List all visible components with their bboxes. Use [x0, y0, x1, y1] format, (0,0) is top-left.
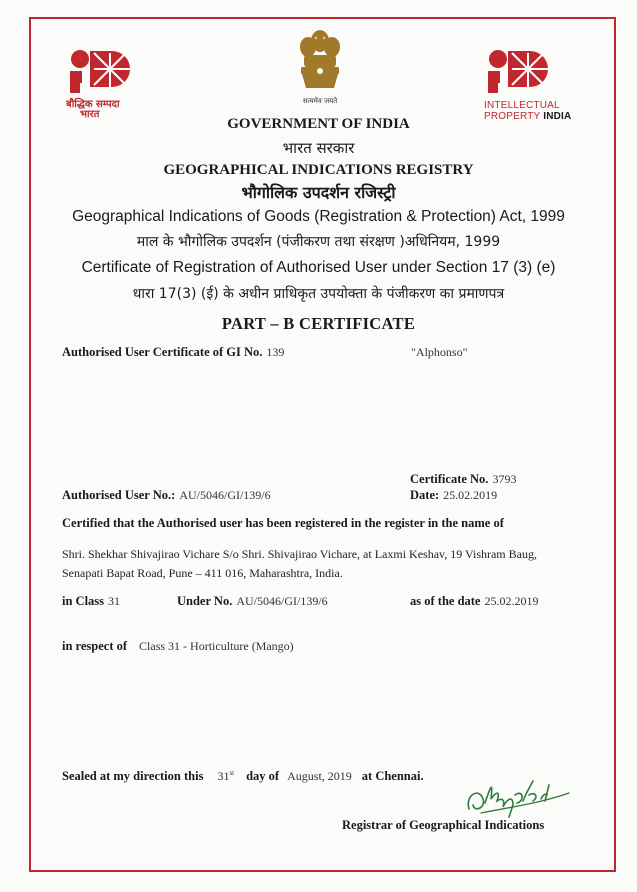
issue-date-value: 25.02.2019 — [443, 488, 498, 502]
registry-title-hi: भौगोलिक उपदर्शन रजिस्ट्री — [241, 183, 396, 202]
gi-number-value: 139 — [266, 345, 285, 359]
certificate-number-label: Certificate No. — [410, 472, 489, 486]
sealed-day — [217, 769, 234, 783]
registry-title-en: GEOGRAPHICAL INDICATIONS REGISTRY — [163, 162, 474, 178]
ipr-emblem-left-icon — [66, 47, 138, 95]
ip-india-hindi-logo — [66, 47, 144, 120]
sealed-label: Sealed at my direction this — [62, 769, 204, 783]
part-b-heading: PART – B CERTIFICATE — [221, 314, 416, 333]
in-respect-of-row — [62, 637, 294, 655]
gi-name-value: "Alphonso" — [411, 345, 468, 359]
as-of-date-label: as of the date — [410, 594, 481, 608]
authorised-user-number-row — [62, 486, 271, 504]
act-title-hi: माल के भौगोलिक उपदर्शन (पंजीकरण तथा संरक्षण )अधिनियम, 1999 — [136, 234, 501, 250]
authorised-user-number-value: AU/5046/GI/139/6 — [179, 488, 271, 502]
authorised-user-number-label: Authorised User No.: — [62, 488, 176, 502]
sealed-day-number: 31 — [217, 769, 230, 783]
lion-capital-icon — [292, 25, 348, 91]
as-of-date-row — [410, 592, 538, 610]
name-address-line-1: Shri. Shekhar Shivajirao Vichare S/o Shri. Shivajirao Vichare, at Laxmi Keshav, 19 Vishram Baug, — [62, 547, 537, 561]
logo-left-caption-2: भारत — [80, 109, 100, 120]
logo-right-caption-1: INTELLECTUAL — [484, 100, 560, 111]
gi-number-label: Authorised User Certificate of GI No. — [62, 345, 263, 359]
under-no-value: AU/5046/GI/139/6 — [236, 594, 328, 608]
sealed-line — [62, 767, 424, 785]
class-value: 31 — [108, 594, 121, 608]
national-emblem — [292, 25, 348, 106]
name-address — [62, 545, 562, 583]
certificate-number-value: 3793 — [492, 472, 517, 486]
name-address-line-2: Senapati Bapat Road, Pune – 411 016, Maharashtra, India. — [62, 566, 343, 580]
in-respect-of-label: in respect of — [62, 639, 128, 653]
gov-title-en: GOVERNMENT OF INDIA — [227, 116, 410, 132]
certified-statement: Certified that the Authorised user has been registered in the register in the name of — [62, 516, 504, 530]
day-of-label: day of — [246, 769, 280, 783]
sealed-day-suffix: st — [229, 769, 235, 777]
cert-title-hi: धारा 17(3) (ई) के अधीन प्राधिकृत उपयोक्ता के पंजीकरण का प्रमाणपत्र — [132, 286, 505, 302]
ip-india-english-logo — [484, 47, 594, 122]
gov-title-hi: भारत सरकार — [282, 139, 355, 157]
class-row — [62, 592, 120, 610]
under-no-label: Under No. — [177, 594, 233, 608]
logo-left-caption-1: बौद्धिक सम्पदा — [66, 99, 120, 110]
cert-title-en: Certificate of Registration of Authorised User under Section 17 (3) (e) — [81, 259, 556, 276]
at-chennai-label: at Chennai. — [361, 769, 424, 783]
issue-date-label: Date: — [410, 488, 440, 502]
registrar-title: Registrar of Geographical Indications — [342, 818, 545, 832]
logo-right-caption-2b: INDIA — [543, 111, 572, 122]
logo-right-caption-2a: PROPERTY — [484, 111, 541, 122]
handwritten-signature-icon — [463, 773, 573, 823]
gi-number-row — [62, 343, 284, 361]
as-of-date-value: 25.02.2019 — [484, 594, 539, 608]
emblem-motto: सत्यमेव जयते — [302, 97, 338, 105]
class-label: in Class — [62, 594, 105, 608]
ipr-emblem-right-icon — [484, 47, 556, 95]
in-respect-of-value: Class 31 - Horticulture (Mango) — [139, 639, 294, 653]
issue-date-row — [410, 486, 497, 504]
sealed-month-year: August, 2019 — [287, 769, 352, 783]
under-no-row — [177, 592, 328, 610]
act-title-en: Geographical Indications of Goods (Registration & Protection) Act, 1999 — [72, 208, 565, 225]
